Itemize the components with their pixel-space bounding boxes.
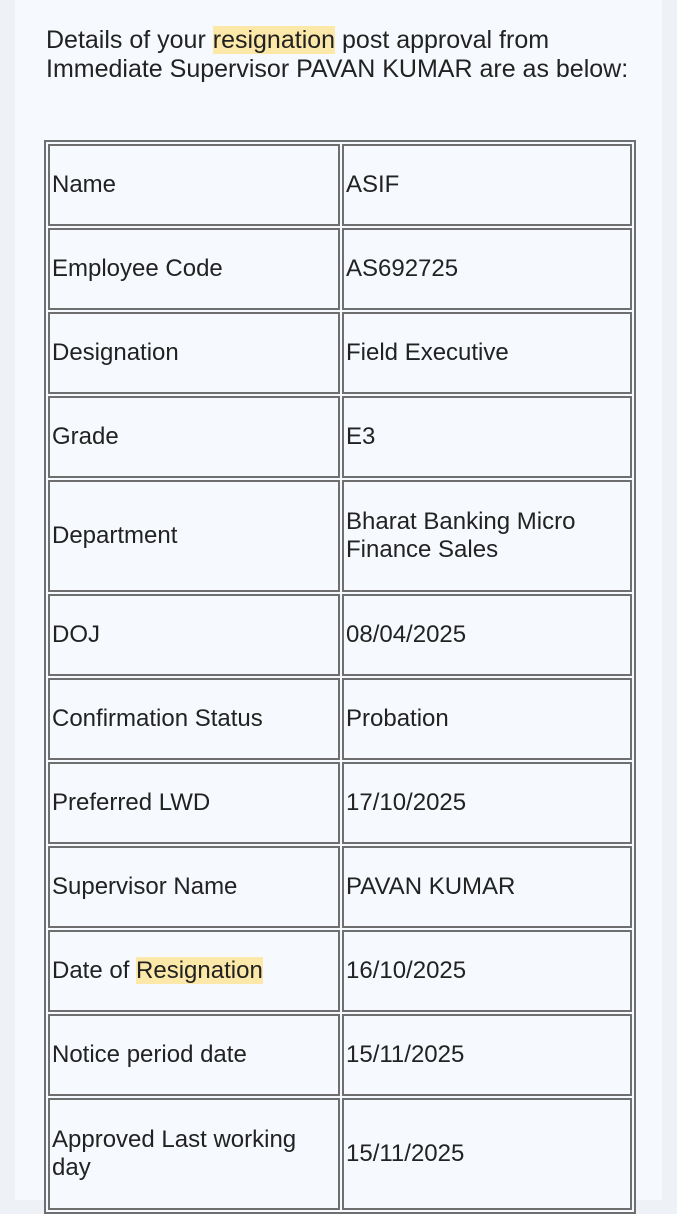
row-label: Department — [48, 480, 340, 592]
table-row-department — [48, 480, 632, 592]
row-value: E3 — [342, 396, 632, 478]
row-label-prefix: Date of — [52, 957, 137, 984]
intro-text — [46, 26, 631, 84]
row-label: Grade — [48, 396, 340, 478]
row-label: Employee Code — [48, 228, 340, 310]
row-value: 15/11/2025 — [342, 1014, 632, 1096]
intro-text-after: post approval from Immediate Supervisor PAVAN KUMAR are as below: — [46, 26, 629, 83]
row-value: Bharat Banking Micro Finance Sales — [342, 480, 632, 592]
row-value: 17/10/2025 — [342, 762, 632, 844]
table-row-supervisor-name — [48, 846, 632, 928]
table-row-employee-code — [48, 228, 632, 310]
row-label: DOJ — [48, 594, 340, 676]
row-label — [48, 930, 340, 1012]
row-label: Approved Last working day — [48, 1098, 340, 1210]
row-value: 08/04/2025 — [342, 594, 632, 676]
table-row-doj — [48, 594, 632, 676]
row-label: Notice period date — [48, 1014, 340, 1096]
row-value: PAVAN KUMAR — [342, 846, 632, 928]
row-label: Supervisor Name — [48, 846, 340, 928]
intro-text-before: Details of your — [46, 26, 213, 54]
table-row-confirmation-status — [48, 678, 632, 760]
row-value: 16/10/2025 — [342, 930, 632, 1012]
table-row-name — [48, 144, 632, 226]
row-value: 15/11/2025 — [342, 1098, 632, 1210]
row-label: Preferred LWD — [48, 762, 340, 844]
highlighted-term: resignation — [212, 26, 336, 54]
row-value: Probation — [342, 678, 632, 760]
row-label: Name — [48, 144, 340, 226]
row-label: Confirmation Status — [48, 678, 340, 760]
highlighted-term: Resignation — [136, 957, 263, 984]
row-value: ASIF — [342, 144, 632, 226]
row-value: Field Executive — [342, 312, 632, 394]
table-row-approved-last-working-day — [48, 1098, 632, 1210]
row-label: Designation — [48, 312, 340, 394]
resignation-details-table — [44, 140, 636, 1214]
row-value: AS692725 — [342, 228, 632, 310]
table-row-notice-period-date — [48, 1014, 632, 1096]
table-row-preferred-lwd — [48, 762, 632, 844]
table-row-grade — [48, 396, 632, 478]
table-row-designation — [48, 312, 632, 394]
table-row-date-of-resignation — [48, 930, 632, 1012]
